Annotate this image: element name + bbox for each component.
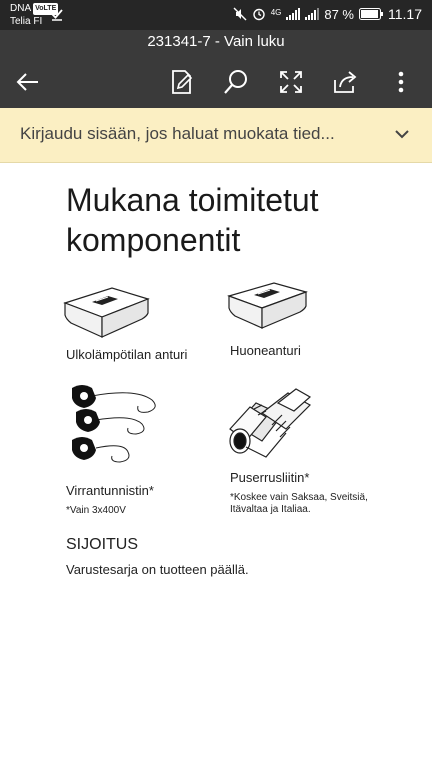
section-text: Varustesarja on tuotteen päällä. [66, 562, 249, 577]
edit-icon[interactable] [168, 68, 196, 96]
signal-icon-2 [305, 8, 319, 20]
compression-fitting-image [226, 385, 312, 461]
room-sensor-image [226, 280, 310, 336]
status-bar [0, 0, 432, 30]
fullscreen-icon[interactable] [277, 68, 305, 96]
share-icon[interactable] [331, 68, 359, 96]
search-icon[interactable] [222, 68, 250, 96]
note-line-1: *Koskee vain Saksaa, Sveitsiä, [230, 492, 368, 503]
page-heading [66, 180, 386, 260]
document-title: 231341-7 - Vain luku [0, 30, 432, 56]
note-line-2: Itävaltaa ja Italiaa. [230, 504, 311, 515]
component-label-outdoor-sensor: Ulkolämpötilan anturi [66, 347, 188, 362]
back-arrow-icon[interactable] [14, 68, 42, 96]
volte-badge: VoLTE [33, 3, 58, 15]
battery-icon [359, 8, 383, 20]
outdoor-sensor-image [62, 285, 152, 343]
component-label-current-sensor: Virrantunnistin* [66, 483, 154, 498]
checkmark-icon [50, 7, 64, 21]
component-note-compression-fitting [230, 492, 368, 516]
network-type-label: 4G [270, 7, 282, 17]
current-sensor-image [66, 380, 166, 476]
alarm-icon [252, 7, 266, 21]
carrier-line-1: DNA VoLTE [10, 3, 57, 14]
toolbar [0, 56, 432, 108]
carrier-line-2: Telia FI [10, 16, 43, 27]
login-banner[interactable] [0, 108, 432, 163]
section-title: SIJOITUS [66, 536, 139, 553]
mute-icon [233, 7, 247, 21]
chevron-down-icon[interactable] [394, 126, 410, 142]
heading-line-2: komponentit [66, 222, 241, 258]
heading-line-1: Mukana toimitetut [66, 182, 319, 218]
banner-text: Kirjaudu sisään, jos haluat muokata tied... [20, 124, 335, 143]
more-vert-icon[interactable] [387, 68, 415, 96]
component-label-compression-fitting: Puserrusliitin* [230, 470, 310, 485]
clock: 11.17 [388, 6, 422, 22]
component-note-current-sensor: *Vain 3x400V [66, 505, 126, 516]
signal-icon-1 [286, 8, 300, 20]
component-label-room-sensor: Huoneanturi [230, 343, 301, 358]
battery-percent: 87 % [324, 6, 354, 22]
